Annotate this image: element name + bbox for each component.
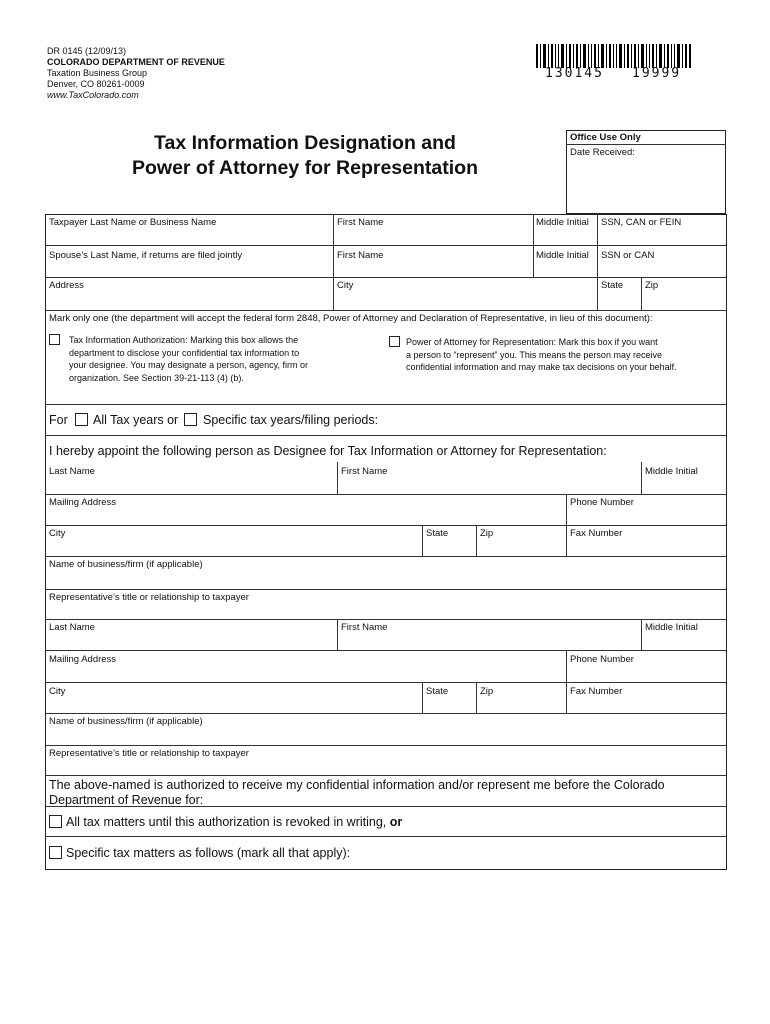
rep2-middle-initial-field[interactable]: Middle Initial xyxy=(645,622,698,633)
power-of-attorney-text: Power of Attorney for Representation: Mark this box if you want a person to “represent” you. This means the person may receive confidential information and may make tax decisions on your behalf. xyxy=(406,337,677,372)
rep1-first-name-field[interactable]: First Name xyxy=(341,466,388,477)
all-tax-years-checkbox[interactable] xyxy=(75,413,88,426)
spouse-last-name-field[interactable]: Spouse’s Last Name, if returns are filed jointly xyxy=(49,250,243,261)
rep1-title-field[interactable]: Representative’s title or relationship to taxpayer xyxy=(49,592,249,603)
department-name: COLORADO DEPARTMENT OF REVENUE xyxy=(47,57,225,67)
form-title-line-1: Tax Information Designation and xyxy=(154,132,456,154)
rep2-last-name-field[interactable]: Last Name xyxy=(49,622,95,633)
taxpayer-middle-initial-field[interactable]: Middle Initial xyxy=(536,217,589,228)
authorized-statement-line-2: Department of Revenue for: xyxy=(49,793,204,807)
barcode-right-code: 19999 xyxy=(632,66,682,81)
tax-info-authorization-checkbox[interactable] xyxy=(49,334,60,345)
spouse-middle-initial-field[interactable]: Middle Initial xyxy=(536,250,589,261)
rep2-title-field[interactable]: Representative’s title or relationship to taxpayer xyxy=(49,748,249,759)
rep2-mailing-address-field[interactable]: Mailing Address xyxy=(49,654,117,665)
form-title-line-2: Power of Attorney for Representation xyxy=(132,157,478,179)
office-use-heading: Office Use Only xyxy=(570,132,641,143)
rep2-fax-field[interactable]: Fax Number xyxy=(570,686,623,697)
rep1-fax-field[interactable]: Fax Number xyxy=(570,528,623,539)
barcode-icon xyxy=(536,44,692,68)
taxpayer-city-field[interactable]: City xyxy=(337,280,354,291)
rep1-last-name-field[interactable]: Last Name xyxy=(49,466,95,477)
taxpayer-state-field[interactable]: State xyxy=(601,280,624,291)
rep1-middle-initial-field[interactable]: Middle Initial xyxy=(645,466,698,477)
rep2-zip-field[interactable]: Zip xyxy=(480,686,494,697)
department-group: Taxation Business Group xyxy=(47,68,148,78)
spouse-ssn-field[interactable]: SSN or CAN xyxy=(601,250,655,261)
rep1-business-field[interactable]: Name of business/firm (if applicable) xyxy=(49,559,203,570)
all-tax-years-label: All Tax years or xyxy=(93,413,179,427)
department-address: Denver, CO 80261-0009 xyxy=(47,79,145,89)
all-tax-matters-label: All tax matters until this authorization is revoked in writing, or xyxy=(66,815,403,829)
rep1-mailing-address-field[interactable]: Mailing Address xyxy=(49,497,117,508)
specific-tax-years-label: Specific tax years/filing periods: xyxy=(203,413,379,427)
form-number: DR 0145 (12/09/13) xyxy=(47,46,127,56)
barcode-left-code: 130145 xyxy=(545,66,604,81)
taxpayer-ssn-field[interactable]: SSN, CAN or FEIN xyxy=(601,217,682,228)
department-website: www.TaxColorado.com xyxy=(47,90,139,100)
rep1-zip-field[interactable]: Zip xyxy=(480,528,494,539)
rep2-city-field[interactable]: City xyxy=(49,686,66,697)
appoint-statement: I hereby appoint the following person as Designee for Tax Information or Attorney for Representation: xyxy=(49,444,607,458)
rep2-business-field[interactable]: Name of business/firm (if applicable) xyxy=(49,716,203,727)
specific-tax-matters-label: Specific tax matters as follows (mark all that apply): xyxy=(66,846,351,860)
specific-tax-matters-checkbox[interactable] xyxy=(49,846,62,859)
rep2-state-field[interactable]: State xyxy=(426,686,449,697)
taxpayer-last-name-field[interactable]: Taxpayer Last Name or Business Name xyxy=(49,217,217,228)
for-label: For xyxy=(49,413,68,427)
taxpayer-zip-field[interactable]: Zip xyxy=(645,280,659,291)
taxpayer-first-name-field[interactable]: First Name xyxy=(337,217,384,228)
specific-tax-years-checkbox[interactable] xyxy=(184,413,197,426)
date-received-label: Date Received: xyxy=(570,147,635,158)
rep2-first-name-field[interactable]: First Name xyxy=(341,622,388,633)
tax-info-authorization-text: Tax Information Authorization: Marking this box allows the department to disclose your confidential tax information to your designee. You may designate a person, agency, firm or organization. See Section 39-21-113 (4) (b). xyxy=(69,335,308,383)
rep1-city-field[interactable]: City xyxy=(49,528,66,539)
spouse-first-name-field[interactable]: First Name xyxy=(337,250,384,261)
mark-one-instruction: Mark only one (the department will accept the federal form 2848, Power of Attorney and Declaration of Representative, in lieu of this document): xyxy=(49,313,653,324)
all-tax-matters-checkbox[interactable] xyxy=(49,815,62,828)
rep1-state-field[interactable]: State xyxy=(426,528,449,539)
taxpayer-address-field[interactable]: Address xyxy=(49,280,84,291)
rep1-phone-field[interactable]: Phone Number xyxy=(570,497,634,508)
power-of-attorney-checkbox[interactable] xyxy=(389,336,400,347)
rep2-phone-field[interactable]: Phone Number xyxy=(570,654,634,665)
authorized-statement-line-1: The above-named is authorized to receive my confidential information and/or represent me before the Colorado xyxy=(49,778,665,792)
